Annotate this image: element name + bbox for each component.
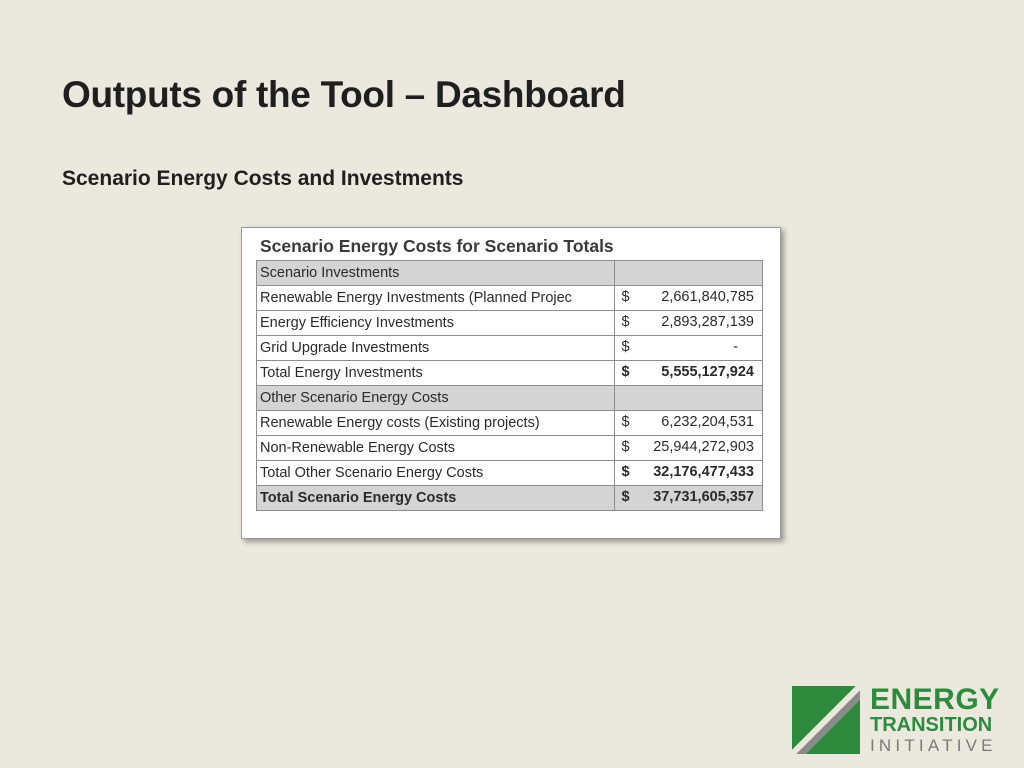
currency-symbol: $ <box>621 364 630 380</box>
table-row <box>257 436 763 461</box>
amount-value: 32,176,477,433 <box>653 464 754 480</box>
amount-value: 2,893,287,139 <box>661 314 754 330</box>
table-row <box>257 261 763 286</box>
table-body <box>257 261 763 511</box>
logo-line-transition: TRANSITION <box>870 714 993 736</box>
amount-value: 25,944,272,903 <box>653 439 754 455</box>
amount-value: 5,555,127,924 <box>661 364 754 380</box>
table-row <box>257 411 763 436</box>
panel-title: Scenario Energy Costs for Scenario Totals <box>260 236 614 256</box>
row-value <box>614 411 762 436</box>
table-row <box>257 486 763 511</box>
row-value <box>614 361 762 386</box>
amount-value: 2,661,840,785 <box>661 289 754 305</box>
row-label: Grid Upgrade Investments <box>257 336 615 361</box>
row-label: Renewable Energy Investments (Planned Projec <box>257 286 615 311</box>
slide-title: Outputs of the Tool – Dashboard <box>62 74 626 115</box>
currency-symbol: $ <box>621 289 630 305</box>
logo-mark-icon <box>792 686 860 754</box>
amount-value: 37,731,605,357 <box>653 489 754 505</box>
amount-value: 6,232,204,531 <box>661 414 754 430</box>
amount-value: - <box>733 339 738 355</box>
row-value <box>614 286 762 311</box>
row-value <box>614 461 762 486</box>
currency-symbol: $ <box>621 314 630 330</box>
row-value <box>614 261 762 286</box>
table-row <box>257 286 763 311</box>
row-value <box>614 486 762 511</box>
row-label: Total Other Scenario Energy Costs <box>257 461 615 486</box>
row-value <box>614 311 762 336</box>
table-row <box>257 311 763 336</box>
row-label: Renewable Energy costs (Existing projects) <box>257 411 615 436</box>
slide-subtitle: Scenario Energy Costs and Investments <box>62 167 464 190</box>
row-label: Other Scenario Energy Costs <box>257 386 615 411</box>
logo-line-energy: ENERGY <box>870 683 1000 716</box>
logo-line-initiative: INITIATIVE <box>870 736 997 755</box>
row-label: Total Energy Investments <box>257 361 615 386</box>
energy-transition-initiative-logo <box>792 683 1006 756</box>
logo-text <box>870 683 1006 756</box>
row-label: Non-Renewable Energy Costs <box>257 436 615 461</box>
currency-symbol: $ <box>621 489 630 505</box>
scenario-costs-table <box>256 260 763 511</box>
row-value <box>614 336 762 361</box>
currency-symbol: $ <box>621 464 630 480</box>
table-row <box>257 461 763 486</box>
table-row <box>257 386 763 411</box>
row-label: Energy Efficiency Investments <box>257 311 615 336</box>
currency-symbol: $ <box>621 339 630 355</box>
row-value <box>614 436 762 461</box>
currency-symbol: $ <box>621 439 630 455</box>
currency-symbol: $ <box>621 414 630 430</box>
scenario-costs-panel <box>241 227 781 539</box>
row-value <box>614 386 762 411</box>
table-row <box>257 336 763 361</box>
row-label: Scenario Investments <box>257 261 615 286</box>
table-row <box>257 361 763 386</box>
row-label: Total Scenario Energy Costs <box>257 486 615 511</box>
